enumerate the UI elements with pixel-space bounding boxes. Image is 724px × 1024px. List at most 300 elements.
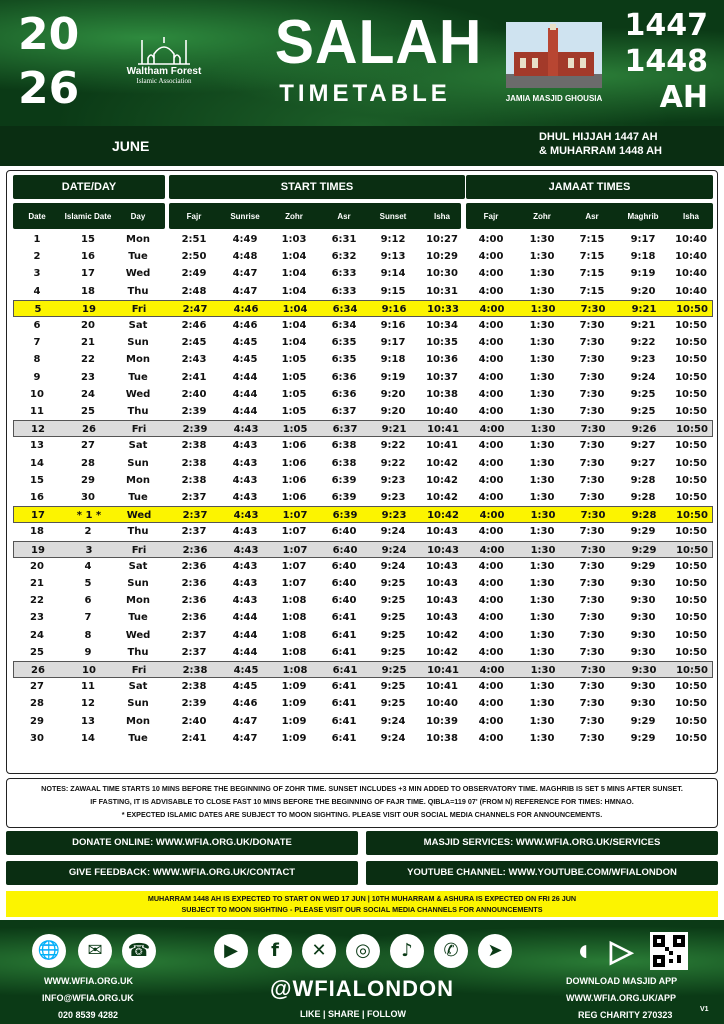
- cell-isha-jamaat: 10:50: [675, 440, 707, 452]
- table-row: [13, 437, 713, 454]
- cell-isha-jamaat: 10:40: [675, 234, 707, 245]
- cell-zohr-jamaat: 1:30: [529, 285, 555, 297]
- cell-islamic-date: 7: [84, 612, 92, 624]
- cell-day: Wed: [125, 268, 151, 280]
- cell-sunset: 9:22: [380, 457, 406, 469]
- cell-sunset: 9:24: [380, 715, 406, 727]
- islamic-month-line-2: & MUHARRAM 1448 AH: [538, 145, 662, 157]
- tiktok-icon[interactable]: ♪: [390, 934, 424, 968]
- cell-asr-jamaat: 7:30: [579, 457, 605, 469]
- cell-asr-jamaat: 7:30: [579, 388, 605, 400]
- cell-islamic-date: 22: [81, 354, 95, 366]
- cell-day: Mon: [126, 354, 150, 366]
- cell-asr-jamaat: 7:30: [579, 320, 605, 331]
- cell-maghrib-jamaat: 9:27: [630, 440, 656, 452]
- table-row: [13, 489, 713, 506]
- cell-maghrib-jamaat: 9:30: [630, 681, 656, 693]
- cell-asr-start: 6:38: [331, 457, 357, 469]
- cell-islamic-date: 13: [81, 715, 95, 727]
- cell-isha-jamaat: 10:50: [675, 474, 707, 486]
- cell-day: Fri: [131, 303, 147, 315]
- cell-zohr-start: 1:04: [281, 320, 307, 331]
- cell-asr-start: 6:40: [331, 595, 357, 607]
- cell-asr-start: 6:41: [332, 665, 358, 676]
- cell-fajr-jamaat: 4:00: [478, 371, 504, 383]
- cell-fajr-start: 2:38: [182, 665, 208, 676]
- cell-zohr-jamaat: 1:30: [529, 388, 555, 400]
- cell-asr-start: 6:34: [331, 320, 357, 331]
- cell-zohr-jamaat: 1:30: [529, 337, 555, 349]
- table-row: [13, 472, 713, 489]
- cell-fajr-start: 2:39: [182, 424, 208, 436]
- cell-asr-start: 6:39: [331, 492, 357, 503]
- cell-zohr-jamaat: 1:30: [530, 424, 556, 436]
- column-header-sunrise: Sunrise: [230, 211, 260, 221]
- cell-fajr-start: 2:48: [181, 285, 207, 297]
- cell-zohr-jamaat: 1:30: [529, 629, 555, 641]
- cell-maghrib-jamaat: 9:18: [630, 251, 656, 263]
- cell-date: 18: [30, 526, 44, 538]
- cell-fajr-start: 2:36: [181, 612, 207, 624]
- cell-isha-jamaat: 10:40: [675, 268, 707, 280]
- table-row: [13, 644, 713, 661]
- cell-isha-start: 10:34: [426, 320, 458, 331]
- cell-maghrib-jamaat: 9:22: [630, 337, 656, 349]
- cell-asr-start: 6:41: [331, 612, 357, 624]
- cell-date: 30: [30, 732, 44, 744]
- table-row: [13, 420, 713, 437]
- table-row: [13, 248, 713, 265]
- cell-fajr-jamaat: 4:00: [478, 268, 504, 280]
- cell-islamic-date: 30: [81, 492, 95, 503]
- cell-maghrib-jamaat: 9:28: [631, 510, 657, 522]
- cell-asr-jamaat: 7:30: [579, 681, 605, 693]
- cell-maghrib-jamaat: 9:17: [630, 234, 656, 245]
- cell-date: 10: [30, 388, 44, 400]
- cell-zohr-start: 1:08: [281, 595, 307, 607]
- table-row: [13, 386, 713, 403]
- app-cta[interactable]: DOWNLOAD MASJID APP: [566, 976, 678, 986]
- cell-day: Thu: [127, 406, 149, 417]
- play-store-icon[interactable]: ▷: [610, 935, 634, 968]
- cell-date: 12: [31, 424, 45, 436]
- cell-sunset: 9:17: [380, 337, 406, 349]
- cell-date: 1: [33, 234, 41, 245]
- cell-isha-start: 10:31: [426, 285, 458, 297]
- announcement-line-1: MUHARRAM 1448 AH IS EXPECTED TO START ON WED 17 JUN | 10TH MUHARRAM & ASHURA IS EXPECTED ON FRI 26 JUN: [147, 894, 577, 903]
- cell-sunrise: 4:47: [232, 285, 258, 297]
- cell-asr-jamaat: 7:30: [579, 371, 605, 383]
- cell-zohr-start: 1:09: [281, 715, 307, 727]
- youtube-icon[interactable]: ▶: [214, 934, 248, 968]
- cell-asr-jamaat: 7:30: [579, 474, 605, 486]
- cell-asr-start: 6:40: [331, 578, 357, 589]
- cell-sunset: 9:25: [380, 646, 406, 658]
- cell-zohr-start: 1:05: [281, 371, 307, 383]
- cell-zohr-start: 1:05: [281, 354, 307, 366]
- cell-asr-start: 6:37: [332, 424, 358, 436]
- cell-zohr-start: 1:07: [281, 578, 307, 589]
- cell-maghrib-jamaat: 9:21: [631, 303, 657, 315]
- cell-isha-start: 10:38: [426, 732, 458, 744]
- cell-date: 4: [33, 285, 41, 297]
- cell-isha-jamaat: 10:50: [675, 595, 707, 607]
- cell-islamic-date: 26: [82, 424, 96, 436]
- email-icon[interactable]: ✉: [78, 934, 112, 968]
- cell-zohr-jamaat: 1:30: [529, 732, 555, 744]
- cell-zohr-start: 1:06: [281, 457, 307, 469]
- cell-zohr-start: 1:05: [282, 424, 308, 436]
- cell-day: Sun: [127, 457, 149, 469]
- table-row: [13, 541, 713, 558]
- hijri-suffix: AH: [659, 80, 708, 115]
- feedback-link[interactable]: GIVE FEEDBACK: WWW.WFIA.ORG.UK/CONTACT: [6, 861, 358, 885]
- table-row: [13, 609, 713, 626]
- cell-zohr-start: 1:08: [281, 629, 307, 641]
- cell-sunset: 9:20: [380, 406, 406, 417]
- cell-zohr-jamaat: 1:30: [530, 544, 556, 556]
- cell-fajr-start: 2:43: [181, 354, 207, 366]
- cell-isha-jamaat: 10:50: [675, 337, 707, 349]
- whatsapp-icon[interactable]: ✆: [434, 934, 468, 968]
- cell-fajr-start: 2:37: [181, 526, 207, 538]
- cell-fajr-jamaat: 4:00: [478, 251, 504, 263]
- cell-day: Mon: [126, 474, 150, 486]
- cell-sunset: 9:20: [380, 388, 406, 400]
- cell-date: 5: [34, 303, 42, 315]
- cell-zohr-start: 1:06: [281, 440, 307, 452]
- cell-sunrise: 4:49: [232, 234, 258, 245]
- cell-sunrise: 4:43: [232, 578, 258, 589]
- cell-sunrise: 4:45: [232, 681, 258, 693]
- cell-fajr-jamaat: 4:00: [478, 629, 504, 641]
- cell-maghrib-jamaat: 9:30: [630, 698, 656, 710]
- hijri-year-1: 1447: [624, 8, 708, 43]
- cell-fajr-start: 2:51: [181, 234, 207, 245]
- cell-fajr-start: 2:36: [181, 595, 207, 607]
- cell-isha-start: 10:37: [426, 371, 458, 383]
- cell-sunrise: 4:44: [232, 629, 258, 641]
- cell-isha-jamaat: 10:50: [675, 698, 707, 710]
- month-label: JUNE: [112, 138, 150, 154]
- qr-code[interactable]: [650, 932, 688, 970]
- note-line-3: * EXPECTED ISLAMIC DATES ARE SUBJECT TO MOON SIGHTING. PLEASE VISIT OUR SOCIAL MEDIA CHANNELS FOR ANNOUNCEMENTS.: [121, 810, 603, 819]
- table-row: [13, 627, 713, 644]
- cell-sunrise: 4:47: [232, 268, 258, 280]
- table-row: [13, 661, 713, 678]
- cell-sunset: 9:19: [380, 371, 406, 383]
- page-subtitle: TIMETABLE: [279, 80, 451, 107]
- cell-sunrise: 4:46: [232, 320, 258, 331]
- table-row: [13, 506, 713, 523]
- telegram-icon[interactable]: ➤: [478, 934, 512, 968]
- app-url[interactable]: WWW.WFIA.ORG.UK/APP: [566, 993, 676, 1003]
- cell-maghrib-jamaat: 9:28: [630, 474, 656, 486]
- cell-fajr-jamaat: 4:00: [478, 406, 504, 417]
- cell-sunrise: 4:43: [232, 440, 258, 452]
- cell-isha-jamaat: 10:40: [675, 251, 707, 263]
- cell-maghrib-jamaat: 9:29: [630, 526, 656, 538]
- cell-fajr-start: 2:49: [181, 268, 207, 280]
- cell-sunrise: 4:43: [232, 560, 258, 572]
- cell-zohr-start: 1:04: [281, 337, 307, 349]
- youtube-link[interactable]: YOUTUBE CHANNEL: WWW.YOUTUBE.COM/WFIALONDON: [366, 861, 718, 885]
- cell-islamic-date: 14: [81, 732, 95, 744]
- year-bottom: 26: [18, 63, 80, 114]
- table-row: [13, 730, 713, 747]
- cell-zohr-jamaat: 1:30: [529, 406, 555, 417]
- cell-sunrise: 4:47: [232, 715, 258, 727]
- cell-isha-jamaat: 10:50: [675, 457, 707, 469]
- cell-isha-jamaat: 10:50: [675, 681, 707, 693]
- cell-asr-jamaat: 7:15: [579, 268, 605, 280]
- table-row: [13, 455, 713, 472]
- cell-day: Tue: [128, 251, 148, 263]
- cell-isha-start: 10:33: [427, 303, 459, 315]
- cell-asr-jamaat: 7:30: [580, 303, 606, 315]
- cell-day: Wed: [126, 510, 152, 522]
- cell-day: Fri: [131, 665, 147, 676]
- cell-maghrib-jamaat: 9:29: [630, 560, 656, 572]
- cell-date: 6: [33, 320, 41, 331]
- cell-fajr-start: 2:38: [181, 440, 207, 452]
- cell-asr-start: 6:35: [331, 337, 357, 349]
- cell-sunrise: 4:43: [232, 474, 258, 486]
- cell-isha-jamaat: 10:50: [676, 303, 708, 315]
- cell-date: 14: [30, 457, 44, 469]
- cell-sunrise: 4:45: [232, 337, 258, 349]
- cell-zohr-jamaat: 1:30: [529, 251, 555, 263]
- cell-fajr-start: 2:38: [181, 457, 207, 469]
- cell-asr-jamaat: 7:30: [579, 732, 605, 744]
- version-label: V1: [700, 1006, 709, 1013]
- cell-zohr-start: 1:03: [281, 234, 307, 245]
- cell-fajr-start: 2:36: [182, 544, 208, 556]
- cell-isha-jamaat: 10:50: [675, 715, 707, 727]
- column-header-zohr-jamaat: Zohr: [533, 211, 551, 221]
- cell-zohr-jamaat: 1:30: [529, 578, 555, 589]
- table-row: [13, 558, 713, 575]
- facebook-icon[interactable]: f: [258, 934, 292, 968]
- cell-islamic-date: 6: [84, 595, 92, 607]
- cell-zohr-start: 1:08: [281, 646, 307, 658]
- group-header-start-times: START TIMES: [169, 175, 465, 199]
- cell-asr-jamaat: 7:30: [579, 492, 605, 503]
- cell-day: Sat: [128, 681, 148, 693]
- cell-islamic-date: 9: [84, 646, 92, 658]
- cell-islamic-date: 5: [84, 578, 92, 589]
- donate-link[interactable]: DONATE ONLINE: WWW.WFIA.ORG.UK/DONATE: [6, 831, 358, 855]
- cell-isha-jamaat: 10:50: [675, 629, 707, 641]
- cell-asr-jamaat: 7:30: [579, 560, 605, 572]
- globe-icon[interactable]: 🌐: [32, 934, 66, 968]
- cell-sunset: 9:13: [380, 251, 406, 263]
- cell-isha-start: 10:43: [426, 526, 458, 538]
- cell-isha-jamaat: 10:50: [675, 646, 707, 658]
- table-row: [13, 351, 713, 368]
- cell-asr-jamaat: 7:15: [579, 251, 605, 263]
- cell-islamic-date: 19: [82, 303, 96, 315]
- mosque-silhouette-icon: [136, 34, 192, 66]
- cell-islamic-date: 23: [81, 371, 95, 383]
- social-cta: LIKE | SHARE | FOLLOW: [300, 1009, 407, 1019]
- footer-email[interactable]: INFO@WFIA.ORG.UK: [42, 993, 134, 1003]
- cell-date: 29: [30, 715, 44, 727]
- cell-zohr-jamaat: 1:30: [529, 681, 555, 693]
- cell-zohr-start: 1:05: [281, 388, 307, 400]
- cell-asr-start: 6:31: [331, 234, 357, 245]
- cell-sunset: 9:22: [380, 440, 406, 452]
- column-header-asr-start: Asr: [337, 211, 351, 221]
- cell-sunset: 9:16: [380, 320, 406, 331]
- cell-asr-start: 6:37: [331, 406, 357, 417]
- cell-fajr-jamaat: 4:00: [478, 595, 504, 607]
- cell-sunrise: 4:43: [232, 526, 258, 538]
- cell-fajr-jamaat: 4:00: [478, 526, 504, 538]
- cell-zohr-jamaat: 1:30: [529, 595, 555, 607]
- cell-zohr-jamaat: 1:30: [529, 715, 555, 727]
- cell-fajr-start: 2:37: [181, 629, 207, 641]
- table-row: [13, 678, 713, 695]
- cell-maghrib-jamaat: 9:28: [630, 492, 656, 503]
- cell-zohr-jamaat: 1:30: [529, 354, 555, 366]
- cell-zohr-jamaat: 1:30: [529, 612, 555, 624]
- cell-isha-start: 10:43: [426, 595, 458, 607]
- cell-sunset: 9:25: [380, 698, 406, 710]
- cell-fajr-start: 2:47: [182, 303, 208, 315]
- x-icon[interactable]: ✕: [302, 934, 336, 968]
- cell-maghrib-jamaat: 9:30: [630, 578, 656, 589]
- column-header-zohr-start: Zohr: [285, 211, 303, 221]
- cell-zohr-start: 1:09: [281, 698, 307, 710]
- cell-isha-start: 10:43: [427, 544, 459, 556]
- cell-isha-start: 10:41: [427, 424, 459, 436]
- cell-date: 28: [30, 698, 44, 710]
- cell-isha-start: 10:42: [426, 629, 458, 641]
- cell-islamic-date: 27: [81, 440, 95, 452]
- cell-asr-start: 6:38: [331, 440, 357, 452]
- cell-sunset: 9:24: [380, 560, 406, 572]
- cell-asr-jamaat: 7:15: [579, 285, 605, 297]
- services-link[interactable]: MASJID SERVICES: WWW.WFIA.ORG.UK/SERVICES: [366, 831, 718, 855]
- cell-sunrise: 4:44: [232, 388, 258, 400]
- table-row: [13, 300, 713, 317]
- cell-zohr-start: 1:04: [281, 251, 307, 263]
- cell-zohr-jamaat: 1:30: [530, 303, 556, 315]
- cell-sunset: 9:23: [380, 492, 406, 503]
- cell-asr-jamaat: 7:30: [580, 510, 606, 522]
- cell-isha-jamaat: 10:50: [675, 732, 707, 744]
- cell-asr-start: 6:41: [331, 681, 357, 693]
- cell-day: Tue: [128, 371, 148, 383]
- org-subtitle: Islamic Association: [136, 77, 192, 85]
- footer-phone[interactable]: 020 8539 4282: [58, 1010, 119, 1020]
- cell-asr-start: 6:40: [332, 544, 358, 556]
- cell-zohr-start: 1:07: [282, 544, 308, 556]
- cell-zohr-start: 1:06: [281, 474, 307, 486]
- cell-sunrise: 4:44: [232, 646, 258, 658]
- column-header-fajr-jamaat: Fajr: [483, 211, 499, 221]
- cell-day: Fri: [131, 424, 147, 436]
- cell-date: 3: [33, 268, 41, 280]
- cell-islamic-date: 17: [81, 268, 95, 280]
- cell-isha-start: 10:41: [427, 665, 459, 676]
- cell-asr-jamaat: 7:30: [579, 715, 605, 727]
- cell-maghrib-jamaat: 9:26: [631, 424, 657, 436]
- cell-fajr-jamaat: 4:00: [478, 285, 504, 297]
- cell-date: 9: [33, 371, 41, 383]
- cell-fajr-start: 2:38: [181, 681, 207, 693]
- cell-sunrise: 4:48: [232, 251, 258, 263]
- cell-isha-jamaat: 10:50: [676, 544, 708, 556]
- cell-asr-jamaat: 7:30: [579, 526, 605, 538]
- cell-isha-start: 10:40: [426, 698, 458, 710]
- cell-fajr-jamaat: 4:00: [478, 715, 504, 727]
- cell-isha-jamaat: 10:50: [676, 510, 708, 522]
- cell-day: Thu: [127, 526, 149, 538]
- cell-zohr-jamaat: 1:30: [529, 526, 555, 538]
- cell-day: Wed: [125, 629, 151, 641]
- cell-sunset: 9:21: [381, 424, 407, 436]
- cell-fajr-jamaat: 4:00: [478, 578, 504, 589]
- table-row: [13, 403, 713, 420]
- cell-asr-jamaat: 7:15: [579, 234, 605, 245]
- masjid-building-icon: [506, 22, 602, 88]
- phone-icon[interactable]: ☎: [122, 934, 156, 968]
- cell-sunset: 9:15: [380, 285, 406, 297]
- instagram-icon[interactable]: ◎: [346, 934, 380, 968]
- social-handle[interactable]: @WFIALONDON: [270, 976, 454, 1001]
- apple-icon[interactable]: ◖: [574, 934, 593, 967]
- cell-sunset: 9:23: [381, 510, 407, 522]
- cell-day: Sat: [128, 320, 148, 331]
- cell-asr-start: 6:40: [331, 560, 357, 572]
- announcement-banner: [6, 891, 718, 917]
- cell-asr-start: 6:34: [332, 303, 358, 315]
- cell-maghrib-jamaat: 9:30: [631, 665, 657, 676]
- cell-islamic-date: 21: [81, 337, 95, 349]
- cell-sunset: 9:23: [380, 474, 406, 486]
- cell-date: 21: [30, 578, 44, 589]
- cell-sunset: 9:12: [380, 234, 406, 245]
- column-header-isha-jamaat: Isha: [682, 211, 699, 221]
- cell-fajr-start: 2:50: [181, 251, 207, 263]
- cell-fajr-jamaat: 4:00: [478, 354, 504, 366]
- cell-fajr-start: 2:45: [181, 337, 207, 349]
- cell-zohr-jamaat: 1:30: [529, 560, 555, 572]
- cell-islamic-date: 2: [84, 526, 92, 538]
- cell-maghrib-jamaat: 9:30: [630, 646, 656, 658]
- cell-zohr-start: 1:06: [281, 492, 307, 503]
- cell-fajr-start: 2:46: [181, 320, 207, 331]
- footer-website[interactable]: WWW.WFIA.ORG.UK: [44, 976, 133, 986]
- column-header-date: Date: [28, 211, 46, 221]
- cell-isha-jamaat: 10:40: [675, 285, 707, 297]
- month-bar: [0, 126, 724, 166]
- cell-fajr-jamaat: 4:00: [478, 337, 504, 349]
- cell-asr-jamaat: 7:30: [579, 629, 605, 641]
- cell-zohr-start: 1:09: [281, 732, 307, 744]
- cell-sunset: 9:25: [380, 681, 406, 693]
- hijri-year-2: 1448: [624, 44, 708, 79]
- cell-fajr-jamaat: 4:00: [478, 681, 504, 693]
- cell-islamic-date: 4: [84, 560, 92, 572]
- cell-asr-start: 6:36: [331, 388, 357, 400]
- cell-asr-start: 6:41: [331, 698, 357, 710]
- cell-asr-jamaat: 7:30: [579, 440, 605, 452]
- table-row: [13, 592, 713, 609]
- cell-isha-jamaat: 10:50: [675, 492, 707, 503]
